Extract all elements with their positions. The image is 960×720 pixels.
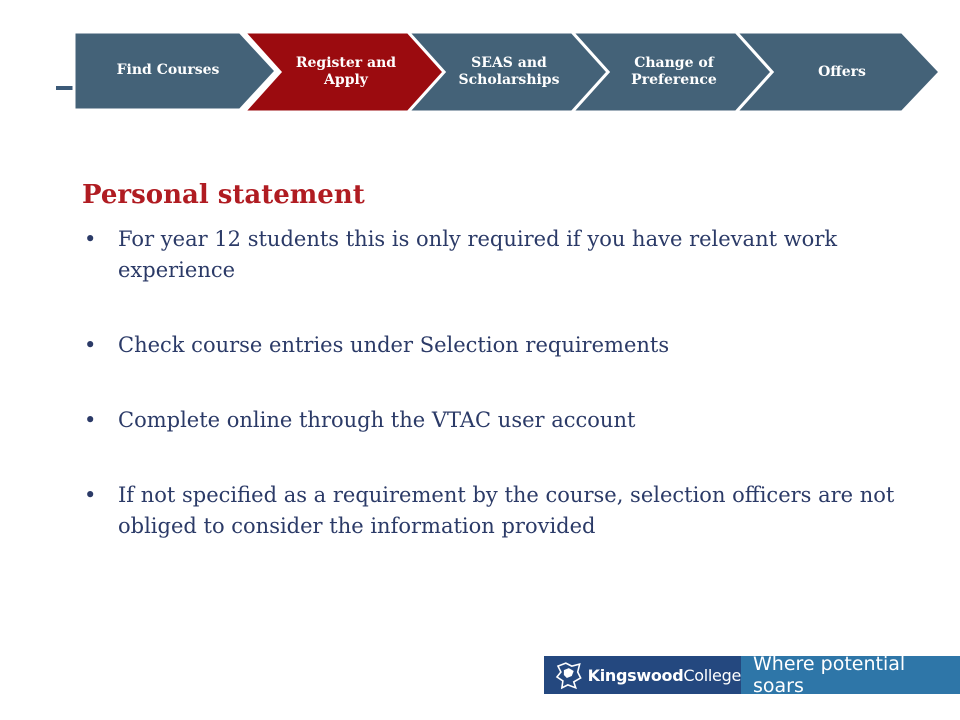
step-find-courses[interactable]: Find Courses bbox=[116, 61, 220, 78]
step-register-and-apply[interactable]: Register and Apply bbox=[295, 55, 397, 88]
page-title: Personal statement bbox=[82, 180, 365, 210]
step-change-of-preference[interactable]: Change of Preference bbox=[631, 55, 717, 88]
tagline: Where potential soars bbox=[741, 656, 960, 694]
list-item: • Complete online through the VTAC user account bbox=[82, 405, 902, 436]
bullet-list bbox=[82, 224, 902, 586]
logo-wordmark: KingswoodCollege bbox=[587, 665, 741, 685]
list-item: • For year 12 students this is only required if you have relevant work experience bbox=[82, 224, 902, 286]
step-seas-and-scholarships[interactable]: SEAS and Scholarships bbox=[458, 55, 560, 88]
process-navigation bbox=[0, 0, 960, 130]
list-item: • If not specified as a requirement by the course, selection officers are not obliged to consider the information provided bbox=[82, 480, 902, 542]
list-item: • Check course entries under Selection requirements bbox=[82, 330, 902, 361]
crest-icon bbox=[554, 660, 584, 690]
step-offers[interactable]: Offers bbox=[818, 63, 866, 80]
kingswood-logo bbox=[544, 656, 741, 694]
